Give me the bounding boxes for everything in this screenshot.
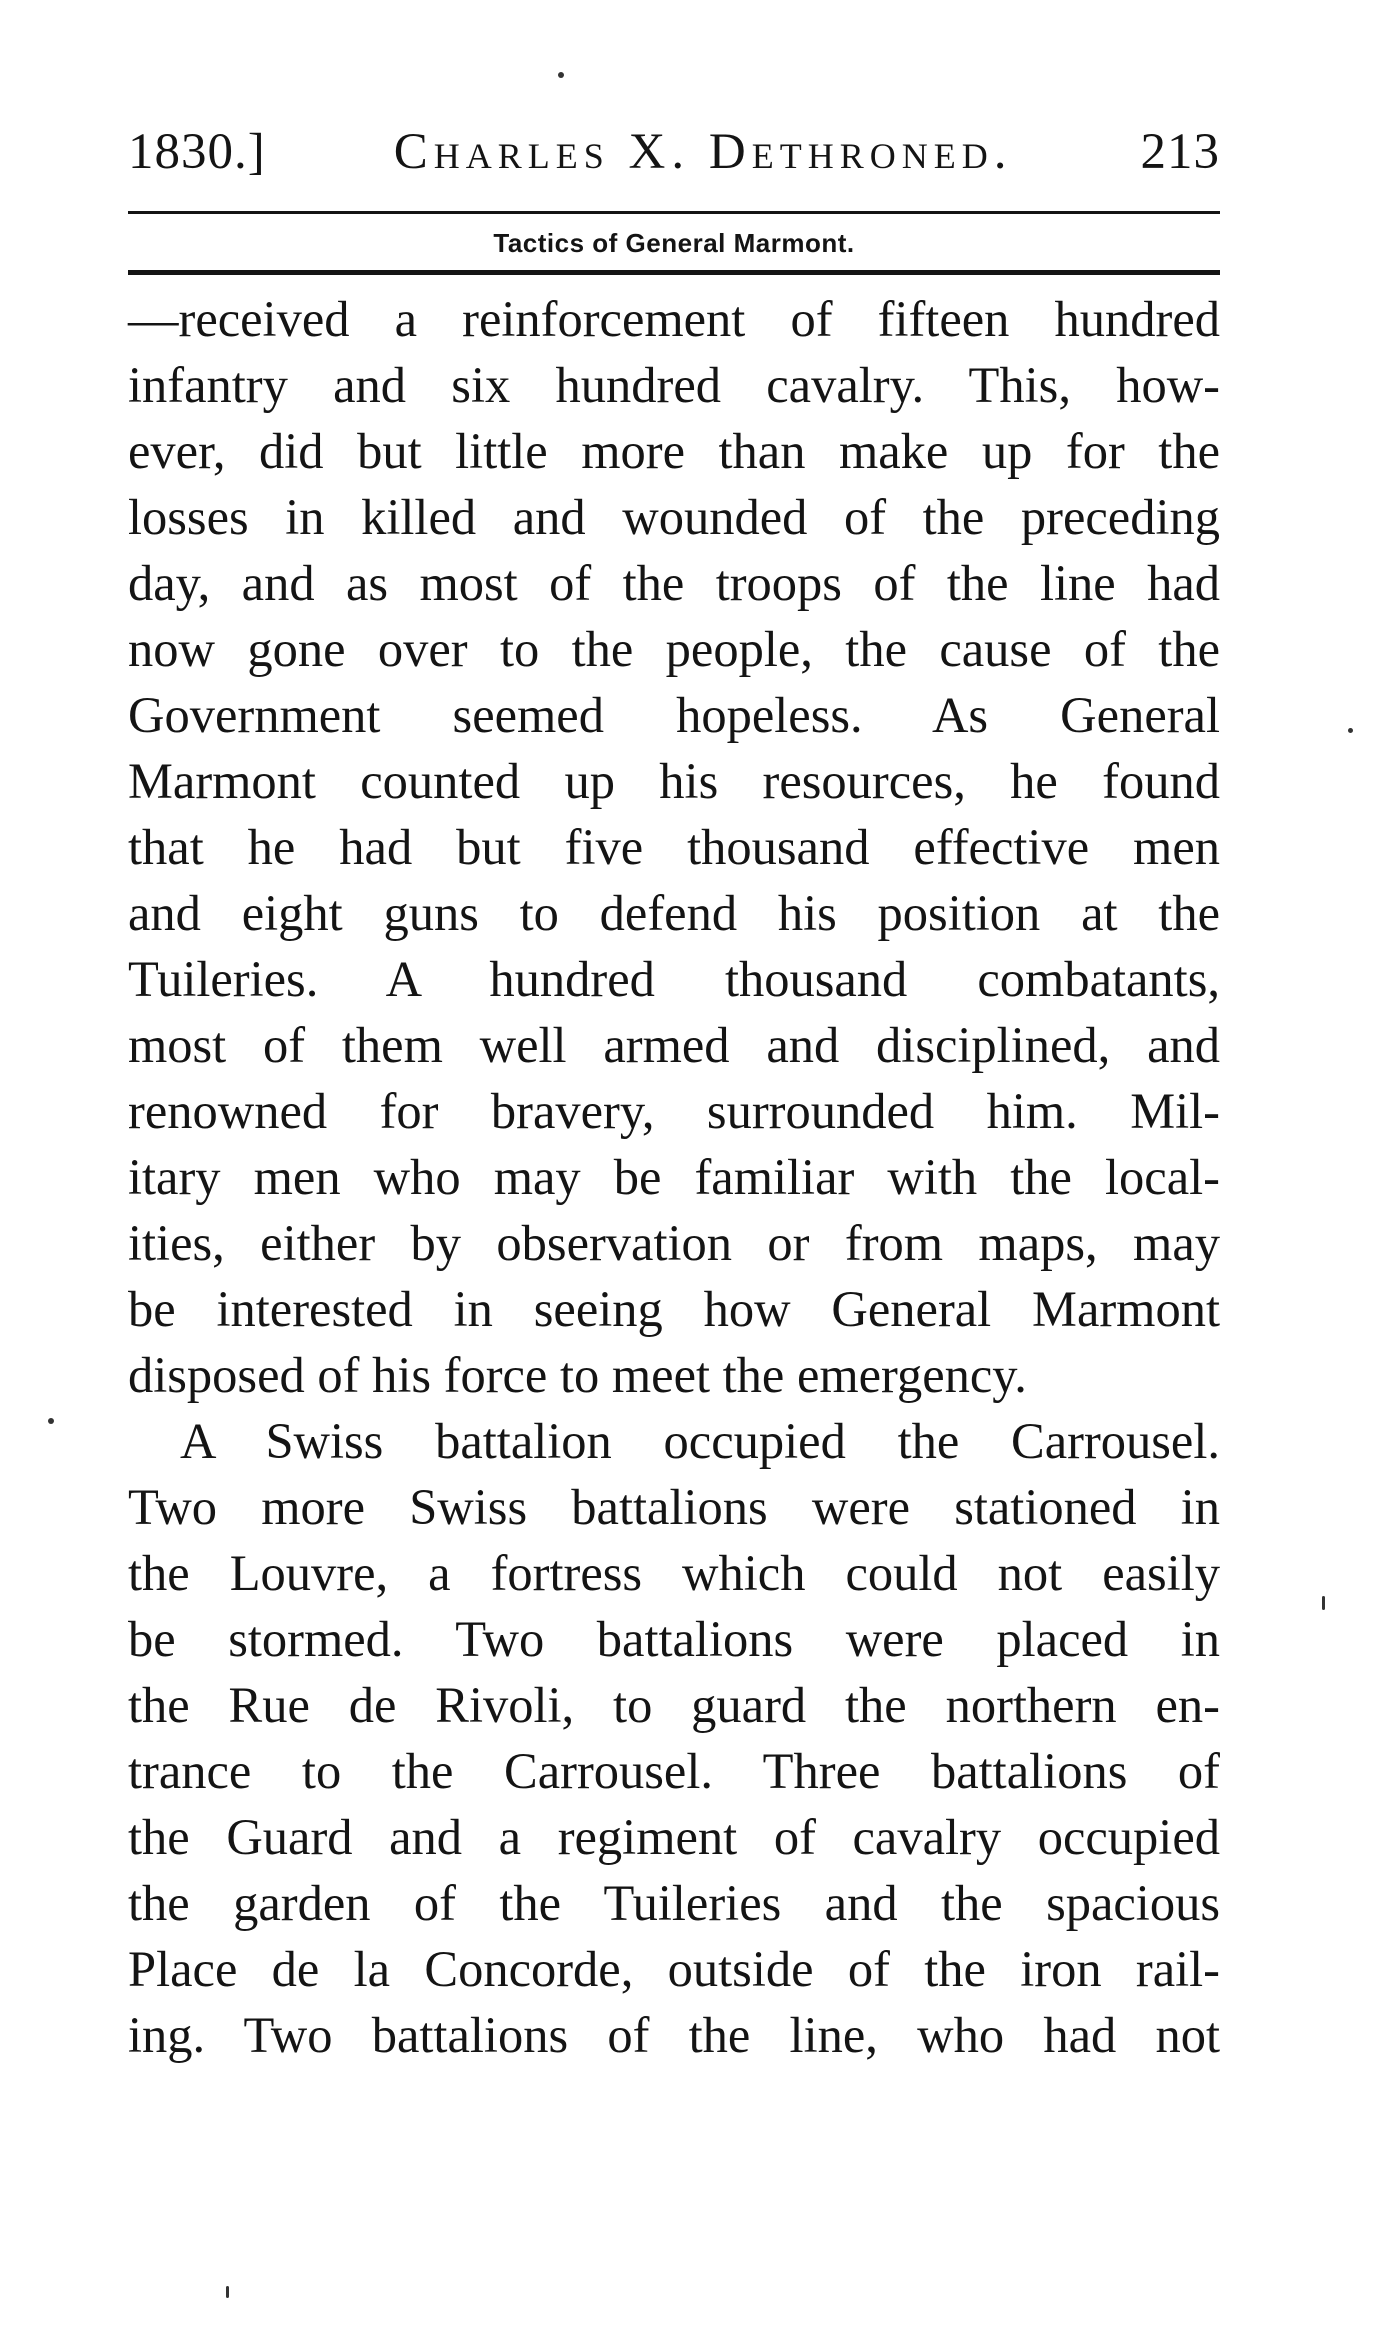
text-line: day, and as most of the troops of the line had (128, 555, 1220, 611)
body-text (128, 286, 1220, 2068)
paragraph (128, 1408, 1220, 2068)
text-line: be stormed. Two battalions were placed in (128, 1611, 1220, 1667)
text-line: trance to the Carrousel. Three battalions of (128, 1743, 1220, 1799)
text-line: disposed of his force to meet the emergency. (128, 1347, 1027, 1403)
text-line: ities, either by observation or from maps, may (128, 1215, 1220, 1271)
scan-speck (1322, 1596, 1325, 1610)
text-line: ing. Two battalions of the line, who had not (128, 2007, 1220, 2063)
text-line: the Guard and a regiment of cavalry occupied (128, 1809, 1220, 1865)
text-line: —received a reinforcement of fifteen hundred (128, 291, 1220, 347)
text-line: most of them well armed and disciplined, and (128, 1017, 1220, 1073)
scan-speck (226, 2286, 229, 2298)
subheading-rule (128, 270, 1220, 275)
header-rule (128, 211, 1220, 214)
running-header (128, 122, 1220, 182)
paragraph (128, 286, 1220, 1408)
text-line: Government seemed hopeless. As General (128, 687, 1220, 743)
scan-speck (558, 72, 564, 78)
text-line: Tuileries. A hundred thousand combatants, (128, 951, 1220, 1007)
text-line: A Swiss battalion occupied the Carrousel. (180, 1413, 1220, 1469)
text-line: Place de la Concorde, outside of the iron rail- (128, 1941, 1220, 1997)
scan-speck (48, 1418, 54, 1424)
scan-speck (1348, 728, 1353, 733)
text-line: renowned for bravery, surrounded him. Mil- (128, 1083, 1220, 1139)
text-line: ever, did but little more than make up for the (128, 423, 1220, 479)
header-title: Charles X. Dethroned. (393, 124, 1013, 180)
text-line: the garden of the Tuileries and the spacious (128, 1875, 1220, 1931)
header-year: 1830.] (128, 124, 266, 180)
text-line: losses in killed and wounded of the preceding (128, 489, 1220, 545)
text-line: itary men who may be familiar with the local- (128, 1149, 1220, 1205)
text-line: the Louvre, a fortress which could not easily (128, 1545, 1220, 1601)
text-line: the Rue de Rivoli, to guard the northern en- (128, 1677, 1220, 1733)
text-line: Marmont counted up his resources, he found (128, 753, 1220, 809)
text-line: Two more Swiss battalions were stationed in (128, 1479, 1220, 1535)
section-subheading: Tactics of General Marmont. (493, 228, 855, 258)
text-line: be interested in seeing how General Marmont (128, 1281, 1220, 1337)
text-line: now gone over to the people, the cause of the (128, 621, 1220, 677)
text-line: and eight guns to defend his position at the (128, 885, 1220, 941)
text-line: that he had but five thousand effective men (128, 819, 1220, 875)
page-number: 213 (1140, 124, 1220, 180)
text-line: infantry and six hundred cavalry. This, how- (128, 357, 1220, 413)
